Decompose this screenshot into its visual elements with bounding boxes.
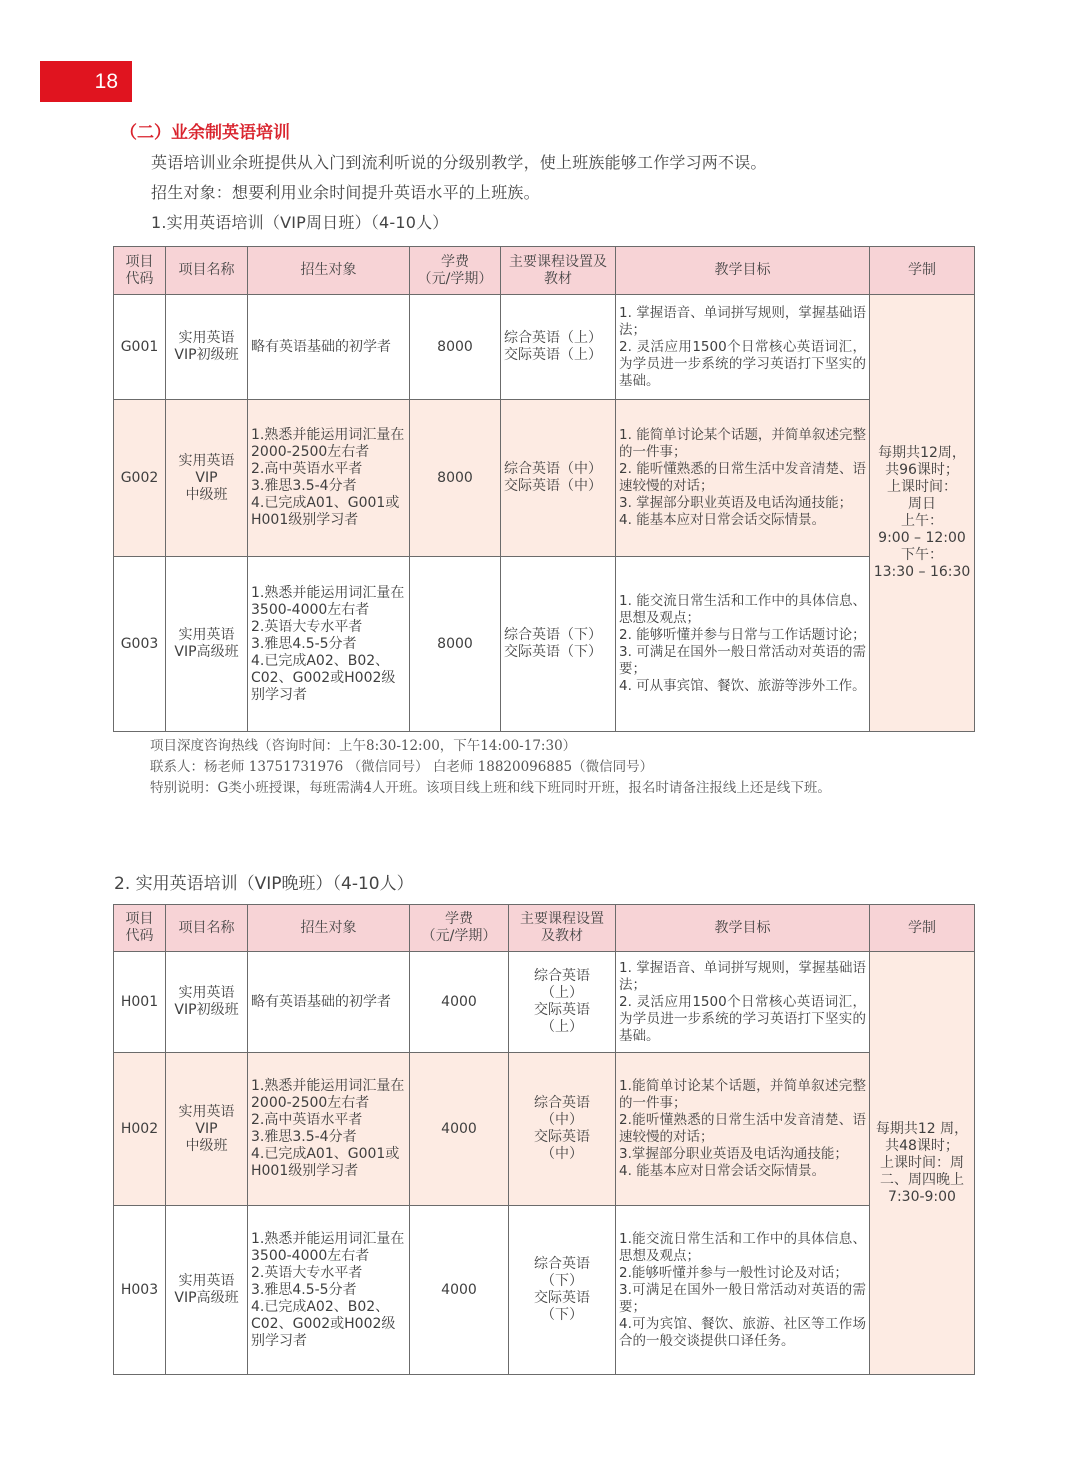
table-header-row	[114, 247, 975, 295]
header-fee: 学费 （元/学期）	[410, 247, 501, 295]
intro-text: 英语培训业余班提供从入门到流利听说的分级别教学，使上班族能够工作学习两不误。	[151, 153, 767, 172]
course-code: H003	[114, 1206, 166, 1375]
course-materials: 综合英语（下） 交际英语（下）	[501, 557, 616, 732]
table-row	[114, 1206, 975, 1375]
table2-title: 2. 实用英语培训（VIP晚班）（4-10人）	[114, 874, 414, 894]
header-system: 学制	[870, 247, 975, 295]
course-target: 1.熟悉并能运用词汇量在3500-4000左右者 2.英语大专水平者 3.雅思4.5-5分者 4.已完成A02、B02、C02、G002或H002级别学习者	[248, 557, 410, 732]
contact-notes	[150, 736, 831, 799]
table-row	[114, 952, 975, 1053]
table-row	[114, 295, 975, 400]
course-fee: 4000	[410, 1053, 509, 1206]
hotline-text: 项目深度咨询热线（咨询时间：上午8:30-12:00，下午14:00-17:30）	[150, 738, 577, 754]
header-goal: 教学目标	[616, 247, 870, 295]
header-system: 学制	[870, 905, 975, 952]
course-schedule: 每期共12 周， 共48课时； 上课时间：周 二、周四晚上 7:30-9:00	[870, 952, 975, 1375]
course-goals: 1. 能简单讨论某个话题，并简单叙述完整的一件事； 2. 能听懂熟悉的日常生活中发音清楚、语速较慢的对话； 3. 掌握部分职业英语及电话沟通技能； 4. 能基本应对日常会话交际情景。	[616, 400, 870, 557]
table-header-row	[114, 905, 975, 952]
course-goals: 1. 掌握语音、单词拼写规则，掌握基础语法； 2. 灵活应用1500个日常核心英语词汇，为学员进一步系统的学习英语打下坚实的基础。	[616, 295, 870, 400]
course-fee: 8000	[410, 295, 501, 400]
header-goal: 教学目标	[616, 905, 870, 952]
course-schedule: 每期共12周， 共96课时； 上课时间： 周日 上午： 9:00 – 12:00 下午： 13:30 – 16:30	[870, 295, 975, 732]
course-goals: 1. 能交流日常生活和工作中的具体信息、思想及观点； 2. 能够听懂并参与日常与工作话题讨论； 3. 可满足在国外一般日常活动对英语的需要； 4. 可从事宾馆、餐饮、旅游等涉外工作。	[616, 557, 870, 732]
course-goals: 1. 掌握语音、单词拼写规则，掌握基础语法； 2. 灵活应用1500个日常核心英语词汇，为学员进一步系统的学习英语打下坚实的基础。	[616, 952, 870, 1053]
course-code: G001	[114, 295, 166, 400]
course-target: 略有英语基础的初学者	[248, 952, 410, 1053]
table-row	[114, 400, 975, 557]
vip-evening-course-table	[113, 904, 975, 1375]
course-name: 实用英语 VIP初级班	[166, 952, 248, 1053]
course-target: 1.熟悉并能运用词汇量在2000-2500左右者 2.高中英语水平者 3.雅思3.5-4分者 4.已完成A01、G001或H001级别学习者	[248, 1053, 410, 1206]
course-materials: 综合英语（上） 交际英语（上）	[501, 295, 616, 400]
course-fee: 4000	[410, 952, 509, 1053]
vip-sunday-course-table	[113, 246, 975, 732]
course-materials: 综合英语 （上） 交际英语 （上）	[509, 952, 616, 1053]
target-audience-text: 招生对象：想要利用业余时间提升英语水平的上班族。	[151, 183, 540, 202]
course-name: 实用英语 VIP 中级班	[166, 1053, 248, 1206]
course-target: 1.熟悉并能运用词汇量在3500-4000左右者 2.英语大专水平者 3.雅思4.5-5分者 4.已完成A02、B02、C02、G002或H002级别学习者	[248, 1206, 410, 1375]
course-name: 实用英语 VIP初级班	[166, 295, 248, 400]
special-note-text: 特别说明：G类小班授课，每班需满4人开班。该项目线上班和线下班同时开班，报名时请备注报线上还是线下班。	[150, 780, 831, 796]
course-fee: 4000	[410, 1206, 509, 1375]
course-goals: 1.能交流日常生活和工作中的具体信息、思想及观点； 2.能够听懂并参与一般性讨论及对话； 3.可满足在国外一般日常活动对英语的需要； 4.可为宾馆、餐饮、旅游、社区等工作场合的一般交谈提供口译任务。	[616, 1206, 870, 1375]
course-code: H001	[114, 952, 166, 1053]
course-name: 实用英语 VIP高级班	[166, 1206, 248, 1375]
course-name: 实用英语 VIP高级班	[166, 557, 248, 732]
page-number: 18	[94, 69, 118, 93]
header-target: 招生对象	[248, 905, 410, 952]
course-fee: 8000	[410, 557, 501, 732]
course-fee: 8000	[410, 400, 501, 557]
contacts-text: 联系人：杨老师 13751731976 （微信同号） 白老师 18820096885（微信同号）	[150, 759, 654, 775]
table1-title: 1.实用英语培训（VIP周日班）（4-10人）	[151, 213, 449, 232]
header-course: 主要课程设置及 教材	[501, 247, 616, 295]
course-target: 1.熟悉并能运用词汇量在2000-2500左右者 2.高中英语水平者 3.雅思3.5-4分者 4.已完成A01、G001或H001级别学习者	[248, 400, 410, 557]
header-course: 主要课程设置 及教材	[509, 905, 616, 952]
course-goals: 1.能简单讨论某个话题，并简单叙述完整的一件事； 2.能听懂熟悉的日常生活中发音清楚、语速较慢的对话； 3.掌握部分职业英语及电话沟通技能； 4. 能基本应对日常会话交际情景。	[616, 1053, 870, 1206]
course-materials: 综合英语（中） 交际英语（中）	[501, 400, 616, 557]
table-row	[114, 557, 975, 732]
course-target: 略有英语基础的初学者	[248, 295, 410, 400]
header-name: 项目名称	[166, 905, 248, 952]
header-name: 项目名称	[166, 247, 248, 295]
table-row	[114, 1053, 975, 1206]
header-fee: 学费 （元/学期）	[410, 905, 509, 952]
course-code: H002	[114, 1053, 166, 1206]
header-code: 项目 代码	[114, 905, 166, 952]
course-materials: 综合英语 （中） 交际英语 （中）	[509, 1053, 616, 1206]
page-number-badge	[40, 61, 132, 102]
header-code: 项目 代码	[114, 247, 166, 295]
course-code: G002	[114, 400, 166, 557]
header-target: 招生对象	[248, 247, 410, 295]
course-code: G003	[114, 557, 166, 732]
section-title: （二）业余制英语培训	[120, 123, 290, 143]
course-name: 实用英语 VIP 中级班	[166, 400, 248, 557]
course-materials: 综合英语 （下） 交际英语 （下）	[509, 1206, 616, 1375]
